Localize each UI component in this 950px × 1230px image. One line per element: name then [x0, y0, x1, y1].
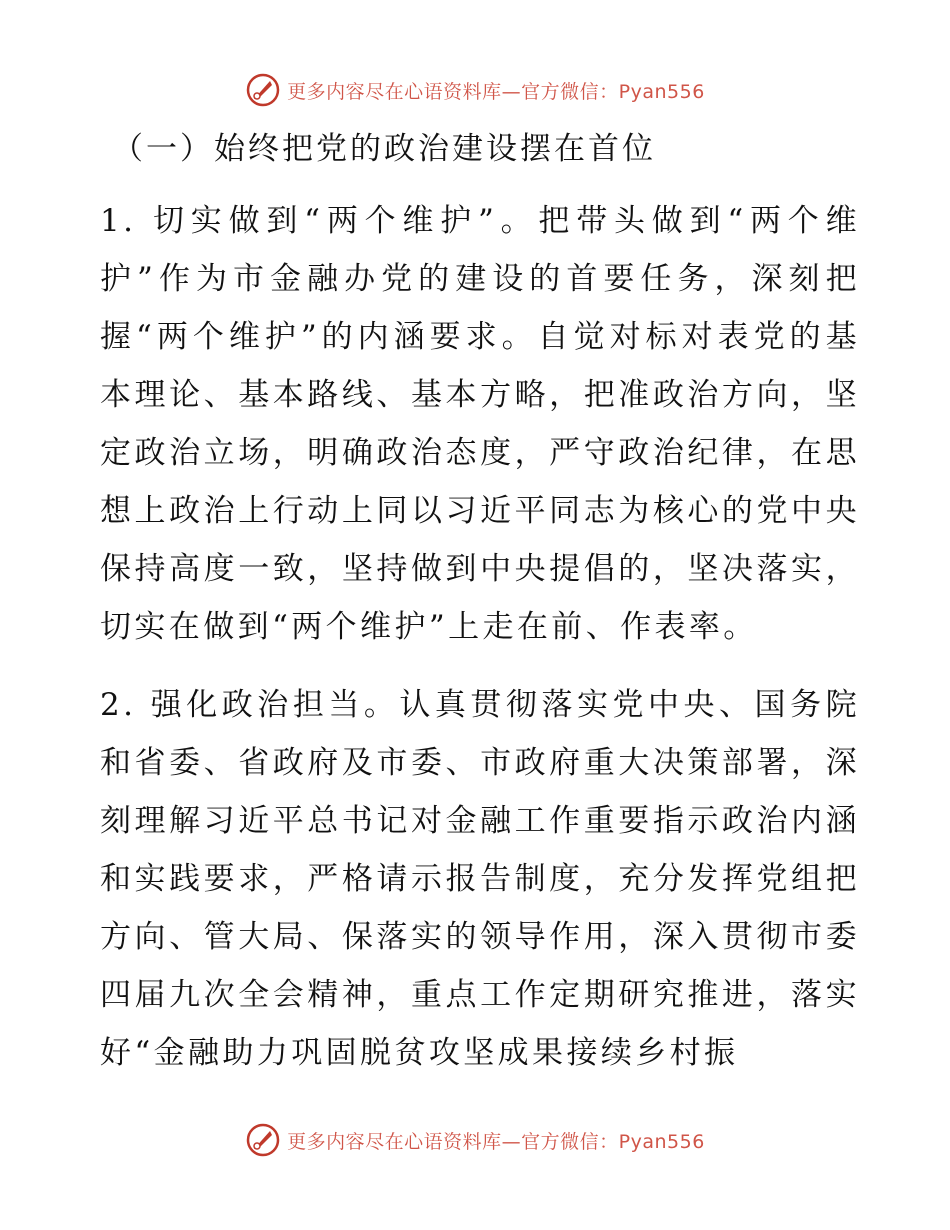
- paragraph-line: 刻理解习近平总书记对金融工作重要指示政治内涵: [100, 803, 860, 839]
- paragraph-line: 和省委、省政府及市委、市政府重大决策部署，深: [100, 745, 860, 781]
- paragraph-line: 握“两个维护”的内涵要求。自觉对标对表党的基: [100, 319, 860, 355]
- paragraph-line: 和实践要求，严格请示报告制度，充分发挥党组把: [100, 861, 860, 897]
- feather-pen-icon: [245, 1122, 281, 1158]
- paragraph-1: [100, 192, 860, 656]
- paragraph-line: 四届九次全会精神，重点工作定期研究推进，落实: [100, 977, 860, 1013]
- paragraph-line: 护”作为市金融办党的建设的首要任务，深刻把: [100, 261, 860, 297]
- section-heading: （一）始终把党的政治建设摆在首位: [112, 131, 656, 167]
- paragraph-line: 2. 强化政治担当。认真贯彻落实党中央、国务院: [100, 687, 860, 723]
- paragraph-line: 保持高度一致，坚持做到中央提倡的，坚决落实，: [100, 551, 860, 587]
- feather-pen-icon: [245, 72, 281, 108]
- paragraph-line: 切实在做到“两个维护”上走在前、作表率。: [100, 609, 758, 645]
- paragraph-line: 定政治立场，明确政治态度，严守政治纪律，在思: [100, 435, 860, 471]
- watermark-text: 更多内容尽在心语资料库—官方微信：Pyan556: [287, 1130, 705, 1153]
- watermark-text: 更多内容尽在心语资料库—官方微信：Pyan556: [287, 80, 705, 103]
- paragraph-line: 本理论、基本路线、基本方略，把准政治方向，坚: [100, 377, 860, 413]
- paragraph-line: 想上政治上行动上同以习近平同志为核心的党中央: [100, 493, 860, 529]
- paragraph-line: 好“金融助力巩固脱贫攻坚成果接续乡村振: [100, 1035, 739, 1071]
- paragraph-2: [100, 676, 860, 1082]
- watermark-header: [0, 70, 950, 110]
- paragraph-line: 方向、管大局、保落实的领导作用，深入贯彻市委: [100, 919, 860, 955]
- watermark-footer: [0, 1120, 950, 1160]
- paragraph-line: 1. 切实做到“两个维护”。把带头做到“两个维: [100, 203, 860, 239]
